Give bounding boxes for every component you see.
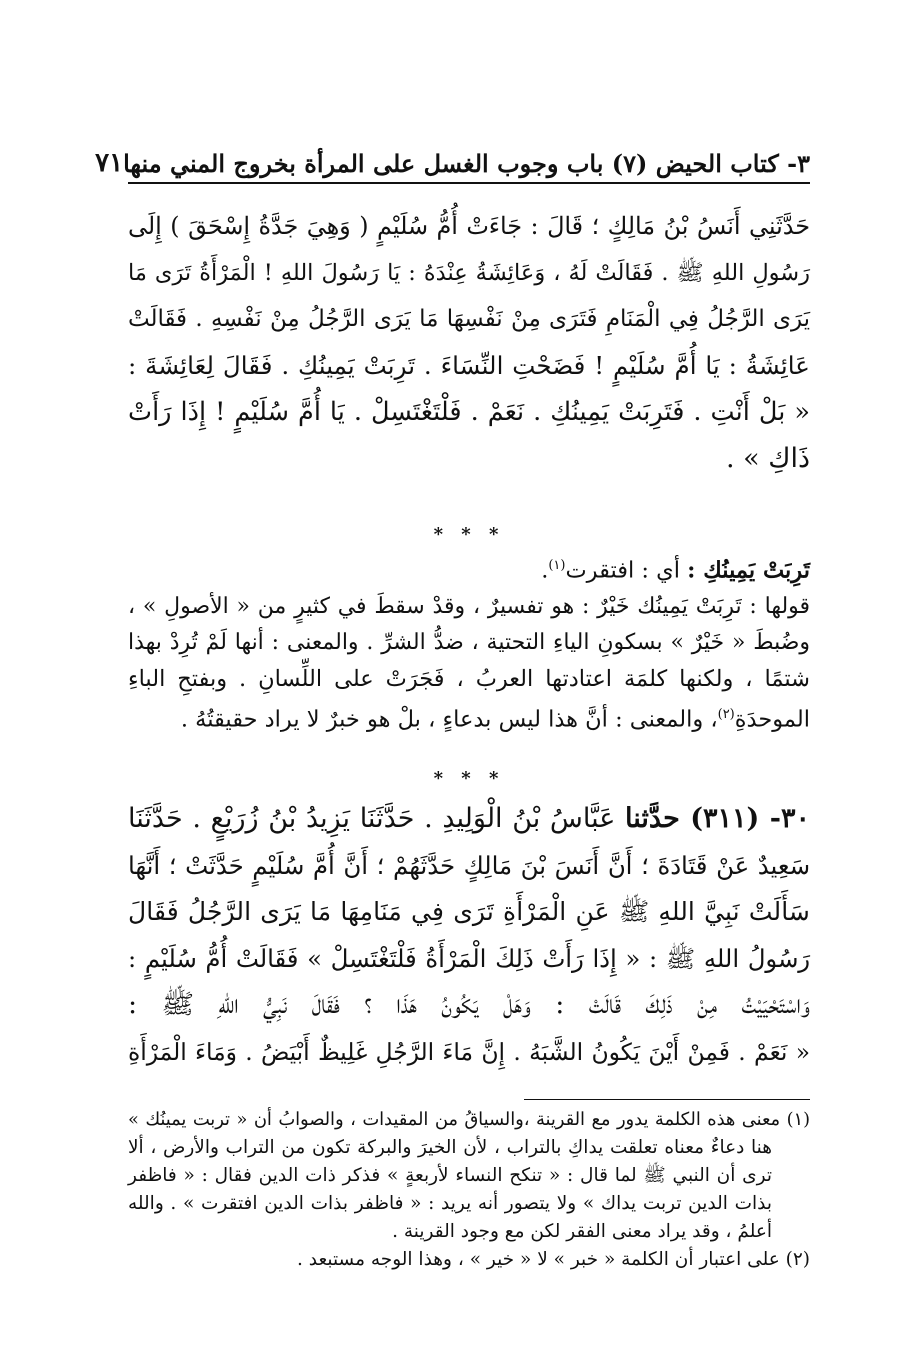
- hadith-number: ٣٠- (٣١١) حدَّثنا: [625, 803, 810, 834]
- footnotes: [128, 1106, 810, 1274]
- text-line: حَدَّثَنِي أَنَسُ بْنُ مَالِكٍ ؛ قَالَ : جَاءَتْ أُمُّ سُلَيْمٍ ( وَهِيَ جَدَّةُ إِسْحَقَ ) إِلَى: [128, 212, 810, 240]
- footnote-1-line: هنا دعاءٌ معناه تعلقت يداكِ بالتراب ، لأن الخيرَ والبركة تكون من التراب والأرض ، ألا: [128, 1137, 772, 1158]
- footnote-1-line: بذات الدين تربت يداك » ولا يتصور أنه يريد : « فاظفر بذات الدين افتقرت » . والله: [128, 1193, 772, 1214]
- text-line: عَائِشَةُ : يَا أُمَّ سُلَيْمٍ ! فَضَحْتِ النِّسَاءَ . تَرِبَتْ يَمِينُكِ . فَقَالَ لِعَائِشَةَ :: [128, 350, 810, 380]
- text-line: رَسُولُ اللهِ ﷺ : « إِذَا رَأَتْ ذَلِكَ الْمَرْأَةُ فَلْتَغْتَسِلْ » فَقَالَتْ أُمُّ سُلَيْمٍ :: [128, 943, 810, 973]
- commentary-heading: تَرِبَتْ يَمِينُكِ : أي : افتقرت$^{(١)}$.: [541, 557, 810, 584]
- header-rule: [128, 182, 810, 184]
- footnote-ref: (١): [548, 558, 566, 573]
- text-line: قولها : تَرِبَتْ يَمِينُك خَيْرٌ : هو تفسيرٌ ، وقدْ سقطَ في كثيرٍ من « الأصولِ » ،: [128, 593, 810, 619]
- footnote-2: (٢) على اعتبار أن الكلمة « خبر » لا « خير » ، وهذا الوجه مستبعد .: [297, 1249, 810, 1270]
- hadith-continuation: [128, 203, 810, 482]
- running-header: [95, 134, 810, 178]
- text-line: سَأَلَتْ نَبِيَّ اللهِ ﷺ عَنِ الْمَرْأَةِ تَرَى فِي مَنَامِهَا مَا يَرَى الرَّجُلُ فَقَالَ: [128, 897, 810, 926]
- section-separator: * * *: [433, 768, 505, 789]
- text-line: « بَلْ أَنْتِ . فَتَرِبَتْ يَمِينُكِ . نَعَمْ . فَلْتَغْتَسِلْ . يَا أُمَّ سُلَيْمٍ ! إِذَا رَأَتْ: [128, 397, 810, 427]
- footnote-1-line: (١) معنى هذه الكلمة يدور مع القرينة ،والسياقُ من المقيدات ، والصوابُ أن « تربت يمينُك »: [128, 1110, 810, 1130]
- text-line: ذَاكِ » .: [725, 442, 810, 474]
- text-line: وَاسْتَحْيَيْتُ مِنْ ذَلِكَ قَالَتْ : وَهَلْ يَكُونُ هَذَا ؟ فَقَالَ نَبِيُّ اللهِ ﷺ :: [128, 989, 810, 1020]
- text-line: يَرَى الرَّجُلُ فِي الْمَنَامِ فَتَرَى مِنْ نَفْسِهَا مَا يَرَى الرَّجُلُ مِنْ نَفْسِهِ . فَقَالَتْ: [128, 306, 810, 332]
- text-line: الموحدَةِ$^{(٢)}$، والمعنى : أنَّ هذا ليس بدعاءٍ ، بلْ هو خبرٌ لا يراد حقيقتُهُ .: [180, 706, 810, 732]
- text-line: « نَعَمْ . فَمِنْ أَيْنَ يَكُونُ الشَّبَهُ . إِنَّ مَاءَ الرَّجُلِ غَلِيظٌ أَبْيَضُ . وَمَاءَ الْمَرْأَةِ: [128, 1037, 810, 1066]
- chapter-title: ٣- كتاب الحيض (٧) باب وجوب الغسل على المرأة بخروج المني منها: [123, 149, 810, 178]
- commentary: [128, 548, 810, 737]
- text-line: وضُبطَ « خَيْرٌ » بسكونِ الياءِ التحتية ، ضدُّ الشرِّ . والمعنى : أنها لَمْ تُرِدْ بهذا: [128, 629, 810, 655]
- text-line: رَسُولِ اللهِ ﷺ . فَقَالَتْ لَهُ ، وَعَائِشَةُ عِنْدَهُ : يَا رَسُولَ اللهِ ! الْمَرْأَةُ تَرَى مَا: [128, 259, 810, 286]
- page-number: ٧١: [95, 148, 124, 178]
- hadith-30: [128, 796, 810, 1075]
- section-separator: * * *: [433, 524, 505, 545]
- text-line: شتمًا ، ولكنها كلمَة اعتادتها العربُ ، فَجَرَتْ على اللِّسانِ . وبفتحِ الباءِ: [128, 665, 810, 692]
- footnote-rule: [524, 1099, 810, 1100]
- footnote-ref: (٢): [717, 706, 735, 722]
- footnote-1-line: ترى أن النبي ﷺ لما قال : « تنكح النساء لأربعةٍ » فذكر ذات الدين فقال : « فاظفر: [128, 1165, 772, 1186]
- footnote-1-line: أعلمُ ، وقد يراد معنى الفقر لكن مع وجود القرينة .: [392, 1221, 772, 1242]
- glossed-term: تَرِبَتْ يَمِينُكِ :: [687, 557, 810, 584]
- text-line: سَعِيدٌ عَنْ قَتَادَةَ ؛ أَنَّ أَنَسَ بْنَ مَالِكٍ حَدَّثَهُمْ ؛ أَنَّ أُمَّ سُلَيْمٍ حَدَّثَتْ ؛ أَنَّهَا: [128, 850, 810, 880]
- text-line: ٣٠- (٣١١) حدَّثنا عَبَّاسُ بْنُ الْوَلِيدِ . حَدَّثَنَا يَزِيدُ بْنُ زُرَيْعٍ . حَدَّثَنَا: [128, 803, 810, 834]
